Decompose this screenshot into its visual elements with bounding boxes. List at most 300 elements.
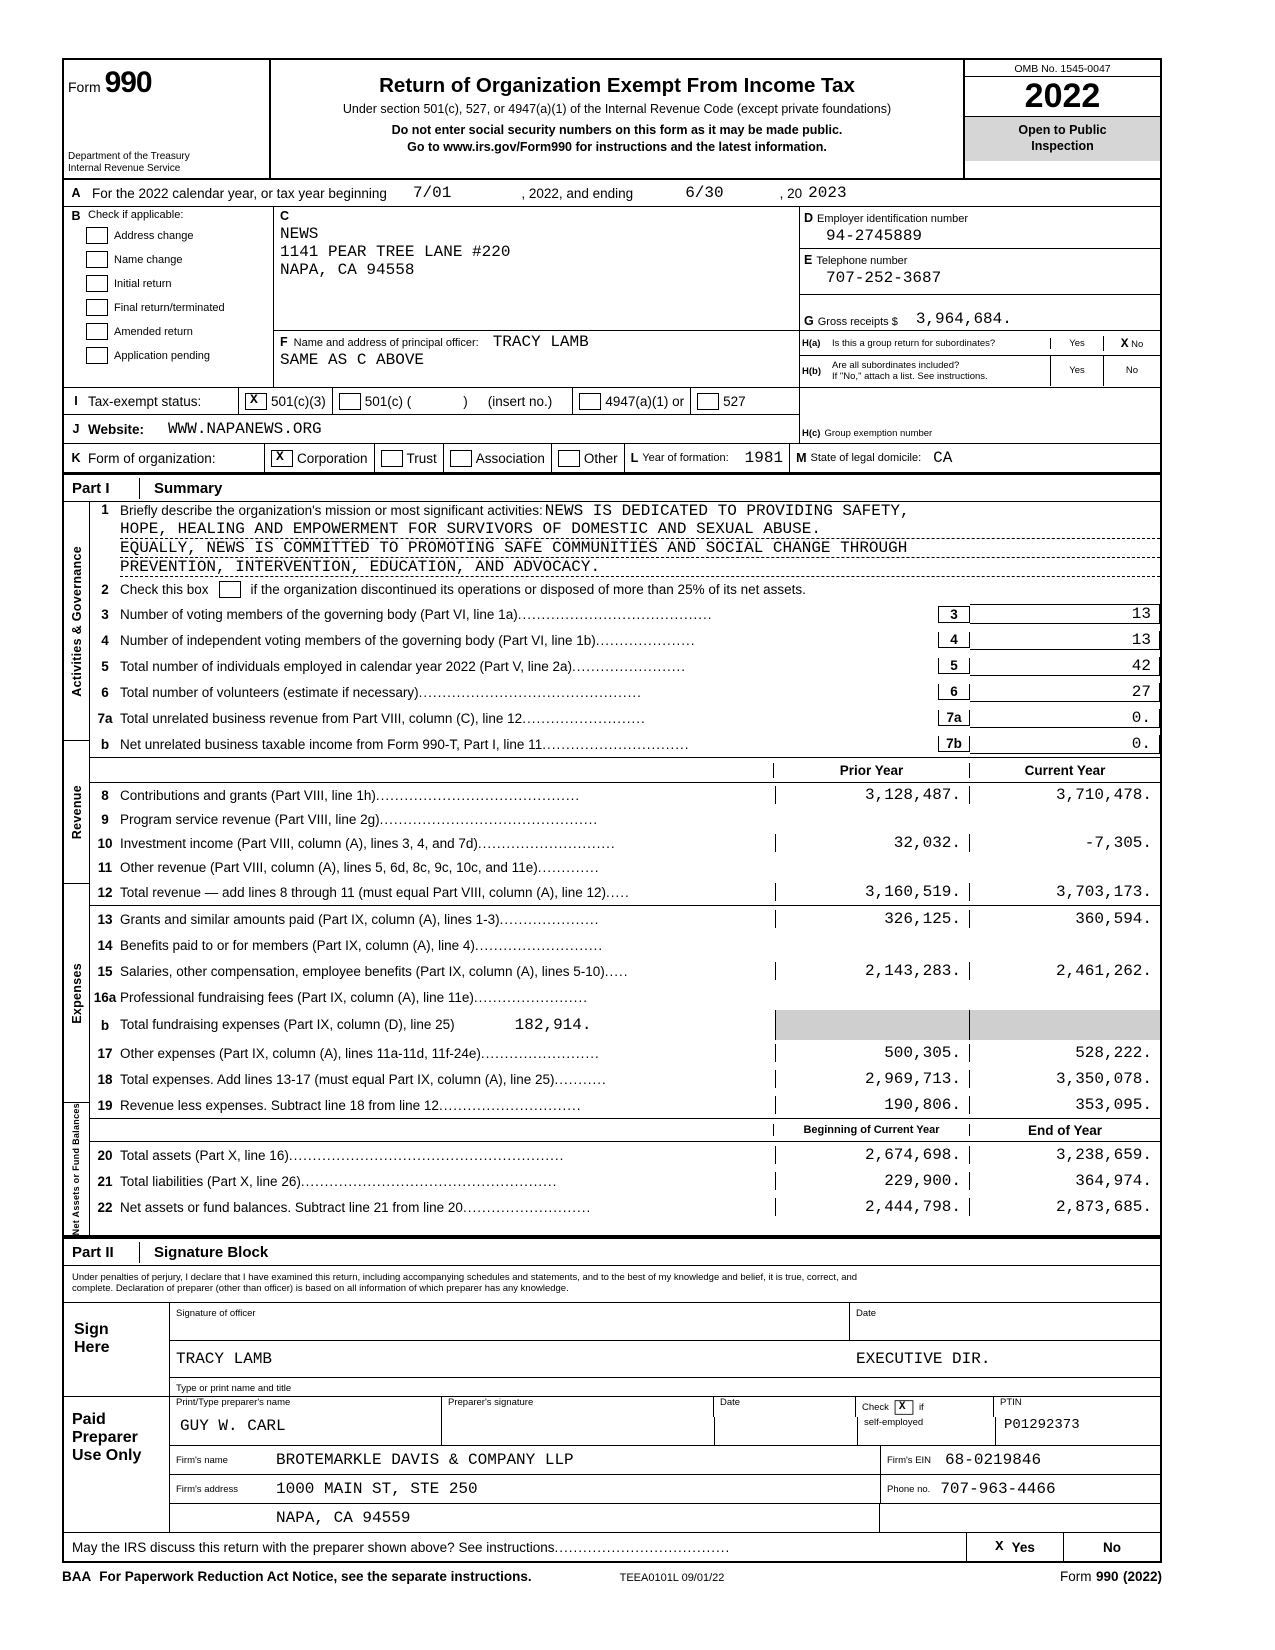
table-row [90,1010,1160,1040]
row-prior: 3,160,519. [775,883,970,901]
table-row [90,984,1160,1010]
table-row [90,855,1160,879]
table-row [90,1092,1160,1118]
line-a-mid: , 2022, and ending [521,185,634,201]
officer-name-row [170,1341,1160,1377]
row-num: 19 [97,1097,113,1113]
mission-block [120,502,1160,577]
table-row [90,731,1160,757]
preparer-signature-value[interactable] [442,1417,715,1445]
form-notes [277,122,957,156]
status-501c3-checkbox[interactable] [245,393,267,410]
firm-ein-value: 68-0219846 [945,1451,1042,1470]
revenue-col-headers [90,757,1160,782]
status-501c3-label: 501(c)(3) [271,393,326,409]
signature-date-field[interactable] [850,1303,1160,1341]
checkbox-row[interactable] [64,224,273,248]
line-hb-note: If "No," attach a list. See instructions. [832,371,988,382]
row-current: 364,974. [1075,1172,1152,1190]
line-deg-h-block [800,207,1160,387]
tax-year: 2022 [965,76,1160,117]
corporation-checkbox[interactable] [271,450,293,467]
row-label-text: Total number of volunteers (estimate if necessary) [120,684,419,700]
row-current: 353,095. [1075,1096,1152,1114]
line-2-label: Check this box [120,581,209,597]
firm-phone-cell [880,1475,1160,1503]
line-hc-letter: H(c) [802,428,821,439]
line-hb-letter: H(b) [802,365,821,377]
trust-label: Trust [406,450,437,466]
line-ha-block [800,331,1160,356]
inspection-label: Inspection [1031,138,1094,153]
line-g-label: Gross receipts $ [817,316,898,328]
row-label [120,1200,775,1215]
ha-yes-label[interactable]: Yes [1050,338,1103,349]
preparer-name-label: Print/Type preparer's name [170,1397,442,1417]
row-label [120,659,938,674]
expense-rows [90,905,1160,1118]
discuss-label [64,1540,966,1555]
address-change-label: Address change [114,230,194,242]
status-501c-option[interactable] [332,388,474,414]
row-label [120,788,775,803]
irs-discuss-row [62,1533,1162,1563]
other-checkbox[interactable] [558,450,580,467]
dot-leader: ........................ [473,989,588,1005]
line-c-block [274,207,799,331]
org-trust-option[interactable] [374,444,443,472]
row-num: 18 [97,1071,113,1087]
self-employed-check[interactable] [856,1397,994,1417]
line-l-block [624,444,789,472]
part1-side-labels [64,502,90,1235]
amended-return-checkbox[interactable] [86,323,108,340]
form-label: Form [68,79,101,95]
footer-form-number: 990 [1095,1569,1119,1585]
line-i-j-left [64,388,800,443]
mission-line-2: HOPE, HEALING AND EMPOWERMENT FOR SURVIVORS OF DOMESTIC AND SEXUAL ABUSE. [120,520,1160,539]
phone-value: 707-963-4466 [940,1480,1056,1499]
sign-label-2: Here [74,1339,110,1357]
firm-name-row [170,1446,1160,1475]
firm-ein-cell [880,1446,1160,1474]
form-subtitle: Under section 501(c), 527, or 4947(a)(1) of the Internal Revenue Code (except private foundations) [342,102,892,116]
org-other-option[interactable] [551,444,624,472]
status-501c-close: ) [463,393,468,409]
row-prior: 2,674,698. [775,1146,970,1164]
gross-receipts-value: 3,964,684. [915,310,1012,328]
firm-address-value: 1000 MAIN ST, STE 250 [276,1480,478,1499]
preparer-name-value: GUY W. CARL [170,1417,442,1445]
status-527-checkbox[interactable] [697,393,719,410]
row-label-text: Number of independent voting members of the governing body (Part VI, line 1b) [120,632,596,648]
line-g-block [800,295,1160,331]
header-center [269,60,965,178]
row-current: 3,703,173. [1055,883,1152,901]
row-current: 2,461,262. [1055,962,1152,980]
firm-ein-label: Firm's EIN [887,1454,932,1466]
dot-leader: ........... [554,1071,607,1087]
row-label [120,1072,775,1087]
header-right [965,60,1160,178]
line-1-label: Briefly describe the organization's mission or most significant activities: [120,503,543,518]
type-print-name-row [170,1377,1160,1396]
discuss-yes-option[interactable]: X Yes [966,1533,1063,1561]
note-ssn: Do not enter social security numbers on this form as it may be made public. [391,123,843,137]
firm-city-value: NAPA, CA 94559 [276,1509,411,1528]
row-label-text: Other revenue (Part VIII, column (A), lines 5, 6d, 8c, 9c, 10c, and 11e) [120,859,538,875]
dot-leader: ..................... [499,911,600,927]
self-employed-checkbox[interactable] [895,1400,914,1414]
dot-leader: ........................... [462,1199,592,1215]
row-label [120,1148,775,1163]
line-e-letter: E [804,253,813,267]
line-k-row [62,444,1162,473]
col-current-year: Current Year [1024,762,1106,778]
status-527-option[interactable] [690,388,752,414]
trust-checkbox[interactable] [381,450,403,467]
line-hb-block [800,356,1160,386]
row-current: 2,873,685. [1055,1198,1152,1216]
row-current: 3,710,478. [1055,786,1152,804]
dot-leader: .............................. [438,1097,582,1113]
line-e-label: Telephone number [816,255,908,267]
line-k-letter: K [71,451,81,465]
discuss-no-option[interactable] [1063,1533,1160,1561]
row-value: 0. [970,735,1160,754]
final-return-checkbox[interactable] [86,299,108,316]
line-j-letter: J [72,422,80,436]
part1-body [62,502,1162,1237]
baa-label: BAA [62,1569,92,1585]
hb-yes-label[interactable]: Yes [1050,356,1103,386]
row-num: 16a [93,989,117,1005]
line-hc-label: Group exemption number [824,428,933,439]
table-row [90,601,1160,627]
paid-preparer-label [64,1397,170,1532]
row-num: 15 [97,963,113,979]
preparer-date-value[interactable] [715,1417,858,1445]
dot-leader: ......................................... [517,606,713,622]
row-num: b [100,1017,110,1033]
row-value: 13 [970,631,1160,650]
line-d-block [800,207,1160,249]
ha-no-option[interactable]: X No [1103,336,1160,351]
self-employed-text: self-employed [858,1417,996,1445]
checkbox-row[interactable] [64,272,273,296]
signature-of-officer-field[interactable] [170,1303,850,1341]
checkbox-row[interactable] [64,248,273,272]
ha-no-label: No [1131,338,1144,350]
row-value: 42 [970,657,1160,676]
row-label-text: Program service revenue (Part VIII, line 2g) [120,811,380,827]
line-hb-label: Are all subordinates included? [832,360,960,371]
table-row [90,905,1160,932]
row-prior-shaded [775,1010,970,1040]
line-hc-block [800,388,1160,443]
line-l-letter: L [630,451,639,465]
row-label-text: Professional fundraising fees (Part IX, column (A), line 11e) [120,989,474,1005]
teea-code: TEEA0101L 09/01/22 [619,1572,725,1585]
row-value: 13 [970,604,1160,624]
line-b-letter: B [71,209,81,223]
checkbox-row[interactable] [64,320,273,344]
row-box-num: 3 [938,606,970,623]
part1-label: Part I [64,478,140,499]
line-a-label: For the 2022 calendar year, or tax year beginning [92,185,387,201]
row-prior: 229,900. [775,1172,970,1190]
dot-leader: ........................ [572,658,687,674]
row-num: 10 [97,835,113,851]
row-label-text: Total expenses. Add lines 13-17 (must equal Part IX, column (A), line 25) [120,1071,555,1087]
line-i-j-block [62,388,1162,444]
status-501c-checkbox[interactable] [339,393,361,410]
omb-number: OMB No. 1545-0047 [1014,63,1111,75]
row-num: 13 [97,911,113,927]
initial-return-label: Initial return [114,278,172,290]
line-2-num: 2 [101,581,109,597]
discuss-label-text: May the IRS discuss this return with the preparer shown above? See instructions [72,1539,555,1555]
row-num: 5 [101,658,109,674]
row-label [120,711,938,726]
table-row [90,1040,1160,1066]
dot-leader: ..................................... [554,1539,731,1555]
dot-leader: ...................................................... [300,1173,558,1189]
discuss-yes-label: Yes [1011,1539,1035,1555]
table-row [90,932,1160,958]
form-identifier [68,66,265,100]
mission-line-1: NEWS IS DEDICATED TO PROVIDING SAFETY, [544,502,910,520]
line-1-num: 1 [101,502,109,517]
row-value: 0. [970,709,1160,728]
table-row [90,627,1160,653]
paid-preparer-block [62,1397,1162,1533]
row-prior: 3,128,487. [775,786,970,804]
telephone-value: 707-252-3687 [826,269,942,287]
row-num: 6 [101,684,109,700]
row-label-text: Contributions and grants (Part VIII, line 1h) [120,787,376,803]
row-label-text: Investment income (Part VIII, column (A), lines 3, 4, and 7d) [120,835,478,851]
row-label-text: Total number of individuals employed in calendar year 2022 (Part V, line 2a) [120,658,573,674]
col-begin-year: Beginning of Current Year [773,1124,970,1136]
form-sheet [62,58,1162,1586]
row-num: 20 [97,1147,113,1163]
row-label [120,737,938,752]
org-association-option[interactable] [443,444,551,472]
officer-name-value: TRACY LAMB [176,1350,273,1369]
name-change-checkbox[interactable] [86,251,108,268]
initial-return-checkbox[interactable] [86,275,108,292]
row-label [120,1174,775,1189]
table-row [90,1168,1160,1194]
tax-year-end-year: 2023 [808,184,847,202]
table-row [90,653,1160,679]
firm-name-value: BROTEMARKLE DAVIS & COMPANY LLP [276,1451,574,1470]
row-current: 3,238,659. [1055,1146,1152,1164]
paid-label-2: Preparer [72,1429,138,1447]
status-527-label: 527 [723,393,746,409]
row-label-text: Number of voting members of the governing body (Part VI, line 1a) [120,606,518,622]
preparer-date-label: Date [714,1397,856,1417]
row-label-text: Net assets or fund balances. Subtract line 21 from line 20 [120,1199,463,1215]
paid-label-1: Paid [72,1411,106,1429]
row-box-num: 7b [938,736,970,752]
row-label-text: Grants and similar amounts paid (Part IX, column (A), lines 1-3) [120,911,500,927]
part1-header [62,473,1162,502]
website-value[interactable]: WWW.NAPANEWS.ORG [168,420,322,438]
application-pending-checkbox[interactable] [86,347,108,364]
table-row [90,782,1160,807]
officer-signature-row[interactable] [170,1303,1160,1341]
row-label [120,1098,775,1113]
row-prior: 326,125. [775,910,970,928]
mission-line-3: EQUALLY, NEWS IS COMMITTED TO PROMOTING SAFE COMMUNITIES AND SOCIAL CHANGE THROUGH [120,539,1160,558]
line-b-label: Check if applicable: [88,209,184,221]
phone-label: Phone no. [887,1483,931,1495]
net-assets-rows [90,1141,1160,1220]
row-num: b [100,736,110,752]
dot-leader: ..................... [595,632,696,648]
row-prior: 2,969,713. [775,1070,970,1088]
part1-content [90,502,1160,1235]
line-1-row [90,502,1160,577]
hb-no-label[interactable]: No [1103,356,1160,386]
net-assets-col-headers [90,1118,1160,1141]
row-label-text: Total liabilities (Part X, line 26) [120,1173,301,1189]
name-change-label: Name change [114,254,183,266]
status-501c3-option[interactable] [238,388,332,414]
ptin-value: P01292373 [1004,1417,1080,1434]
form-number: 990 [104,66,152,99]
checkbox-row[interactable] [64,344,273,368]
line-2-label-2: if the organization discontinued its operations or disposed of more than 25% of its net assets. [250,581,806,597]
dept-line-2: Internal Revenue Service [68,162,181,174]
paid-label-3: Use Only [72,1447,142,1465]
line-g-letter: G [804,314,814,328]
preparer-fields [170,1397,1160,1532]
organization-address: 1141 PEAR TREE LANE #220 [280,243,511,261]
principal-officer-name: TRACY LAMB [492,333,589,351]
firm-city-row [170,1504,1160,1532]
row-num: 8 [101,787,109,803]
col-end-year: End of Year [1027,1122,1103,1138]
check-label: Check [862,1401,889,1413]
dot-leader: ............................... [542,736,690,752]
dot-leader: ............. [537,859,600,875]
line-d-letter: D [804,211,814,225]
line-f-label: Name and address of principal officer: [293,337,479,349]
row-label [120,1016,775,1034]
firm-address-label: Firm's address [176,1483,238,1495]
row-label-text: Revenue less expenses. Subtract line 18 from line 12 [120,1097,439,1113]
discuss-no-label: No [1103,1539,1121,1555]
part2-title: Signature Block [154,1243,269,1261]
mission-line-4: PREVENTION, INTERVENTION, EDUCATION, AND ADVOCACY. [120,558,1160,577]
line-m-letter: M [796,451,807,465]
line-a-year-label: , 20 [779,185,803,201]
discontinued-operations-checkbox[interactable] [219,581,241,598]
corporation-label: Corporation [297,450,368,466]
organization-city-state-zip: NAPA, CA 94558 [280,261,415,279]
checkbox-list [64,224,273,368]
line-hb-text [832,360,1050,382]
status-4947-checkbox[interactable] [579,393,601,410]
row-label-text: Total unrelated business revenue from Part VIII, column (C), line 12 [120,710,523,726]
status-4947-option[interactable] [572,388,690,414]
row-label-text: Salaries, other compensation, employee benefits (Part IX, column (A), lines 5-10) [120,963,605,979]
ptin-label: PTIN [1000,1397,1022,1409]
line-ha-letter: H(a) [802,337,821,349]
table-row [90,1066,1160,1092]
preparer-value-row [170,1417,1160,1446]
row-label [120,885,775,900]
form-footer [62,1563,1162,1586]
line-l-label: Year of formation: [642,452,729,464]
signature-of-officer-label: Signature of officer [176,1308,256,1320]
department-text [68,151,190,174]
principal-officer-address: SAME AS C ABOVE [280,351,425,369]
line-e-block [800,249,1160,295]
checkbox-row[interactable] [64,296,273,320]
org-corporation-option[interactable] [264,444,374,472]
address-change-checkbox[interactable] [86,227,108,244]
line-k-label: Form of organization: [88,450,216,466]
officer-title-value: EXECUTIVE DIR. [856,1350,991,1369]
association-checkbox[interactable] [450,450,472,467]
perjury-line-2: complete. Declaration of preparer (other than officer) is based on all information of which preparer has any knowledge. [72,1283,569,1295]
form-header [62,58,1162,180]
row-box-num: 7a [938,710,970,726]
side-label-expenses: Expenses [69,962,84,1024]
table-row [90,807,1160,831]
line-f-letter: F [280,335,288,349]
part2-label: Part II [64,1242,140,1263]
line-f-block [274,331,799,387]
form-title: Return of Organization Exempt From Income Tax [379,74,855,97]
row-num: 12 [97,884,113,900]
amended-return-label: Amended return [114,326,193,338]
footer-form-label: Form [1060,1569,1092,1585]
final-return-label: Final return/terminated [114,302,225,314]
row-label [120,912,775,927]
row-num: 11 [97,859,113,875]
row-num: 3 [101,606,109,622]
row-prior: 500,305. [775,1044,970,1062]
row-prior: 2,143,283. [775,962,970,980]
sign-here-block [62,1303,1162,1397]
dot-leader: ............................................... [418,684,642,700]
line-c-f-block [274,207,800,387]
status-501c-label: 501(c) ( [364,393,412,409]
line-j-row [64,415,799,443]
dot-leader: ........................... [474,937,604,953]
signature-date-label: Date [856,1308,877,1320]
row-num: 17 [97,1045,113,1061]
firm-name-label: Firm's name [176,1454,228,1466]
line-ha-label: Is this a group return for subordinates? [832,337,996,349]
fundraising-expenses-value: 182,914. [514,1016,592,1034]
dot-leader: ........................................... [375,787,581,803]
header-left [64,60,269,178]
notice-text: For Paperwork Reduction Act Notice, see the separate instructions. [99,1569,532,1585]
line-d-label: Employer identification number [817,213,969,225]
association-label: Association [475,450,545,466]
insert-no-label: (insert no.) [487,393,553,409]
table-row [90,831,1160,855]
row-label-text: Other expenses (Part IX, column (A), lines 11a-11d, 11f-24e) [120,1045,481,1061]
line-a-letter: A [71,186,81,200]
tax-year-end: 6/30 [685,184,724,202]
